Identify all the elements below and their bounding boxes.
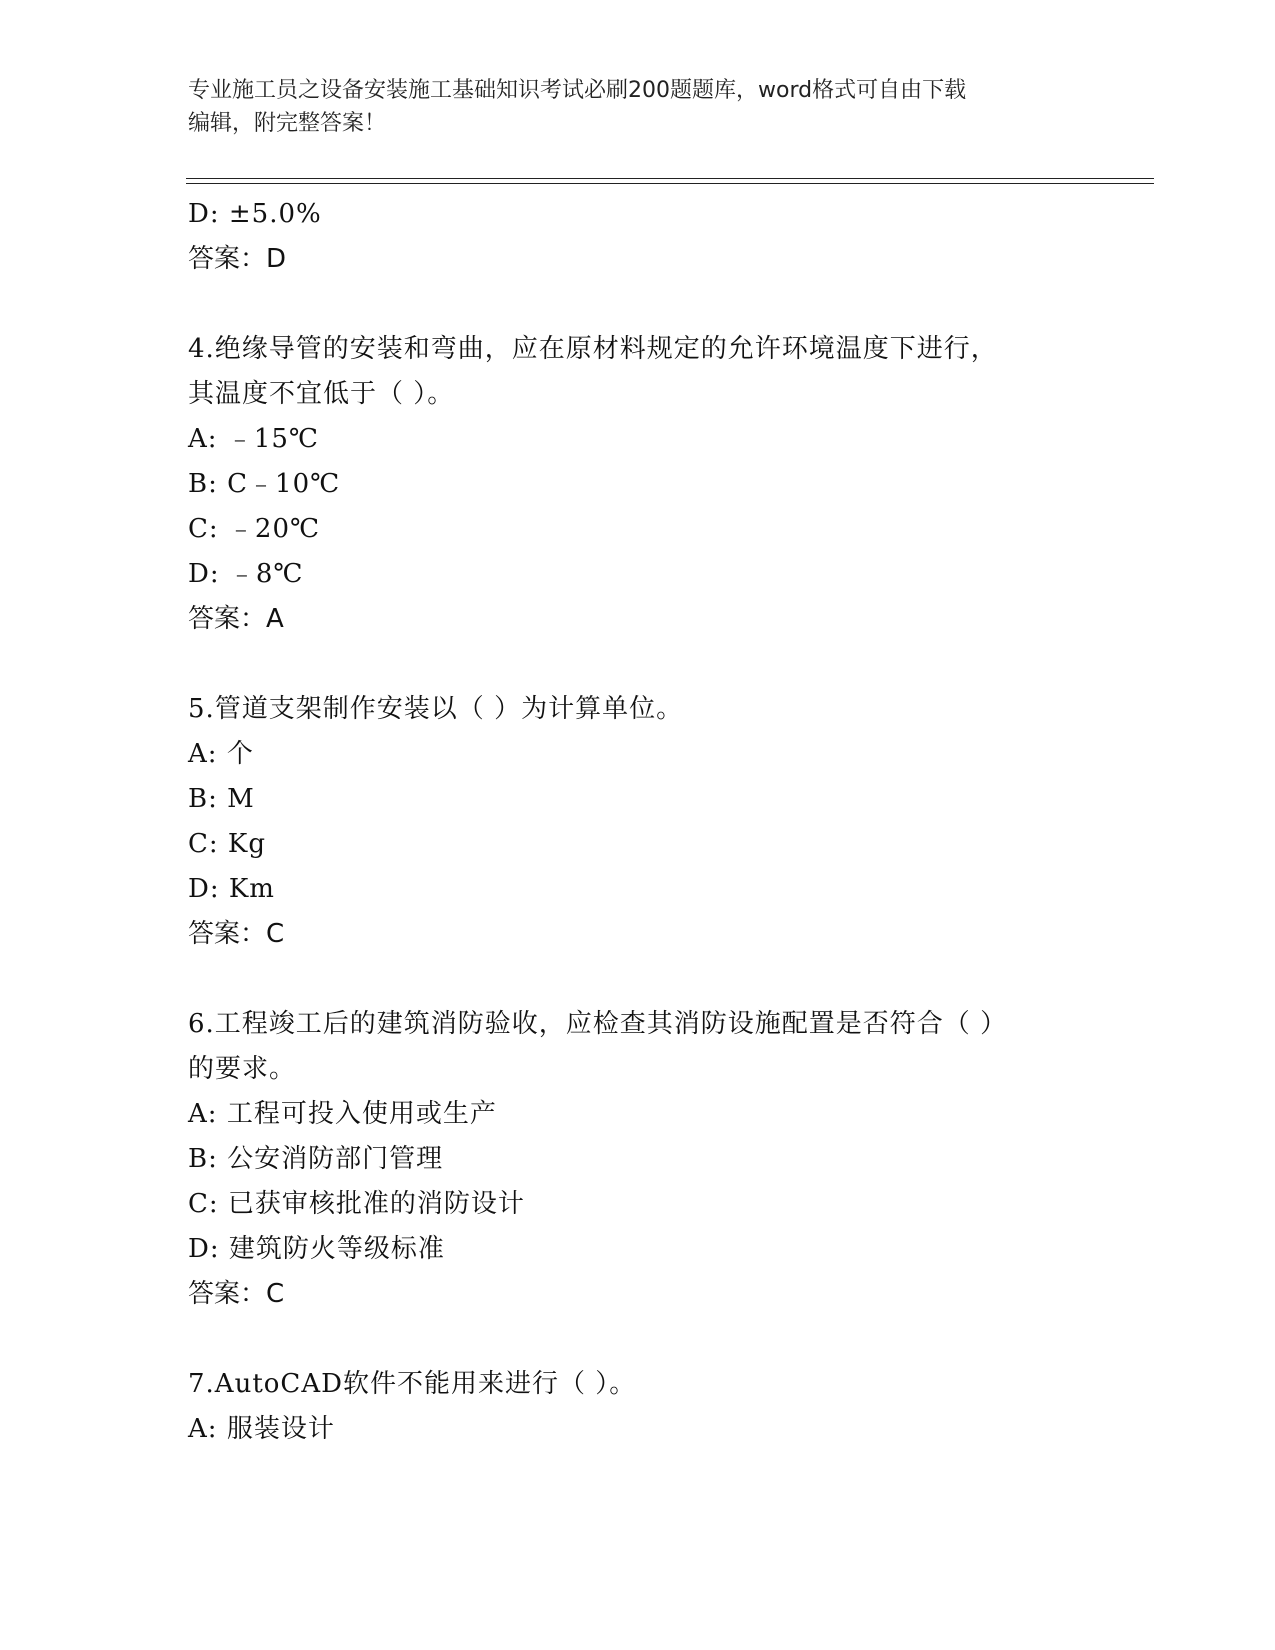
option-text: ﹣20℃ — [227, 514, 321, 544]
page-header — [188, 74, 1088, 140]
option-b — [188, 777, 1088, 822]
question-text: 4.绝缘导管的安装和弯曲，应在原材料规定的允许环境温度下进行， — [188, 334, 998, 364]
option-label: D: — [188, 1234, 220, 1264]
option-a — [188, 1407, 1088, 1452]
question-text: 7.AutoCAD软件不能用来进行（ ）。 — [188, 1369, 637, 1399]
option-label: A: — [188, 1099, 218, 1129]
question-text: 6.工程竣工后的建筑消防验收，应检查其消防设施配置是否符合（ ） — [188, 1009, 1008, 1039]
question-text: 其温度不宜低于（ ）。 — [188, 379, 455, 409]
option-label: C: — [188, 1189, 219, 1219]
option-label: D: — [188, 199, 220, 229]
option-label: D: — [188, 559, 220, 589]
option-label: D: — [188, 874, 220, 904]
header-rule-bottom — [186, 183, 1154, 184]
answer-line: 答案：D — [188, 244, 287, 274]
spacer — [188, 957, 1088, 1002]
question-4 — [188, 327, 1068, 417]
option-text: ±5.0% — [228, 199, 322, 229]
option-d — [188, 1227, 1088, 1272]
spacer — [188, 282, 1088, 327]
option-text: ﹣15℃ — [226, 424, 319, 454]
spacer — [188, 1317, 1088, 1362]
option-c — [188, 1182, 1088, 1227]
option-text: 已获审核批准的消防设计 — [227, 1189, 525, 1219]
option-d — [188, 192, 1088, 237]
option-label: A: — [188, 739, 218, 769]
option-text: 建筑防火等级标准 — [228, 1234, 445, 1264]
option-text: 个 — [226, 739, 254, 769]
option-a — [188, 417, 1088, 462]
header-rule-top — [186, 178, 1154, 179]
option-text: Km — [228, 874, 275, 904]
question-text: 的要求。 — [188, 1054, 297, 1084]
option-c — [188, 507, 1088, 552]
option-a — [188, 732, 1088, 777]
option-label: A: — [188, 1414, 218, 1444]
option-label: C: — [188, 829, 219, 859]
option-text: 公安消防部门管理 — [227, 1144, 444, 1174]
answer-line: 答案：C — [188, 1279, 285, 1309]
option-a — [188, 1092, 1088, 1137]
option-text: C﹣10℃ — [227, 469, 341, 499]
option-label: B: — [188, 784, 218, 814]
option-b — [188, 1137, 1088, 1182]
option-text: ﹣8℃ — [228, 559, 304, 589]
header-title-line1: 专业施工员之设备安装施工基础知识考试必刷200题题库，word格式可自由下载 — [188, 78, 967, 103]
question-text: 5.管道支架制作安装以（ ）为计算单位。 — [188, 694, 684, 724]
option-text: M — [227, 784, 255, 814]
option-text: Kg — [227, 829, 266, 859]
option-d — [188, 867, 1088, 912]
answer-line: 答案：C — [188, 919, 285, 949]
option-d — [188, 552, 1088, 597]
option-label: C: — [188, 514, 219, 544]
question-5 — [188, 687, 1068, 732]
header-title-line2: 编辑，附完整答案！ — [188, 111, 387, 136]
question-list — [188, 192, 1088, 1452]
question-6 — [188, 1002, 1068, 1092]
spacer — [188, 642, 1088, 687]
option-b — [188, 462, 1088, 507]
option-label: B: — [188, 1144, 218, 1174]
option-label: B: — [188, 469, 218, 499]
option-c — [188, 822, 1088, 867]
option-text: 工程可投入使用或生产 — [226, 1099, 497, 1129]
option-label: A: — [188, 424, 218, 454]
option-text: 服装设计 — [226, 1414, 335, 1444]
answer-line: 答案：A — [188, 604, 284, 634]
question-7 — [188, 1362, 1068, 1407]
